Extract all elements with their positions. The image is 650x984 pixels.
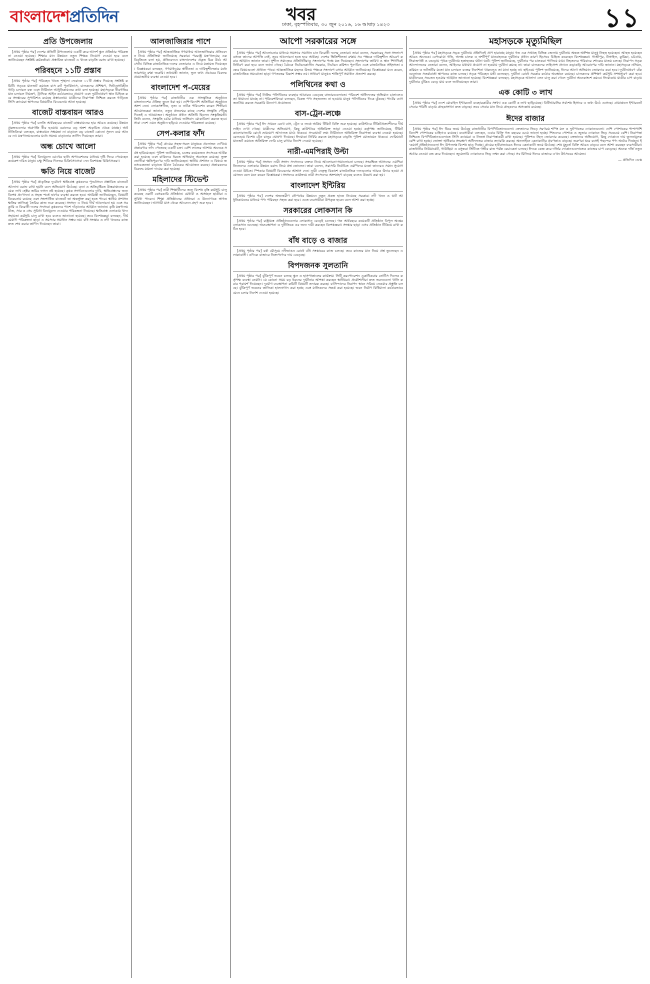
article-c1-e: [8, 166, 128, 226]
article-c2-d: [134, 174, 227, 205]
article-body: [প্রথম পৃষ্ঠার পর] পরিবহন খাতে শৃঙ্খলা ফেরাতে ১১টি প্রস্তাব দিয়েছে সংশ্লিষ্ট কমিটি। সড়কে যানজট কমাতে বাস রুট পুনর্বিন্যাস, চালকদের প্রশিক্ষণ, ফিটনেসবিহীন গাড়ি চলাচল বন্ধ এবং টার্মিনাল আধুনিকায়নের কথা বলা হয়েছে। মহাসড়কে ধীরগতির যান চলাচল নিয়ন্ত্রণ, ট্রাফিক আইন কঠোরভাবে প্রয়োগ এবং দুর্ঘটনাপ্রবণ স্থান চিহ্নিত করে সংস্কারের সুপারিশও রয়েছে প্রস্তাবনায়। যাত্রীদের নিরাপত্তা নিশ্চিত করতে গাড়িতে সিসি ক্যামেরা স্থাপনের বিষয়টিও বিবেচনায় আনা হয়েছে।: [8, 79, 128, 105]
article-c3-d: [233, 146, 403, 177]
column-1: [8, 36, 128, 978]
column-3: [233, 36, 403, 978]
headline: অন্ধ চোখে আলো: [8, 141, 128, 153]
headline: বাঁধ বাড়ে ও বাজার: [233, 235, 403, 247]
logo-part-1: বাংলাদেশ: [10, 7, 70, 26]
section-title: খবর: [286, 5, 316, 25]
article-body: [প্রথম পৃষ্ঠার পর] ঝুঁকিপূর্ণ ভবনে চলছে স্কুল ও হাসপাতালের কার্যক্রম। সিটি করপোরেশন একাধিকবার নোটিস দিলেও কর্তৃপক্ষ ব্যবস্থা নেয়নি। যে কোনো সময় বড় ধরনের দুর্ঘটনার আশঙ্কা করছেন স্থানীয়রা। প্রকৌশলীরা দ্রুত ভবনগুলো খালি করার পরামর্শ দিয়েছেন। দুর্যোগ ব্যবস্থাপনা কমিটি বিষয়টি তদারক করছে। বাসিন্দাদের নিরাপদ স্থানে সরিয়ে নেওয়ার প্রস্তুতি চলছে। ঝুঁকিপূর্ণ ভবনের তালিকা হালনাগাদ করা হচ্ছে এবং মালিকদের সতর্ক করা হয়েছে। ভবন নির্মাণ বিধিমালা কঠোরভাবে মেনে চলার নির্দেশ দেওয়া হয়েছে।: [233, 273, 403, 295]
article-body: [প্রথম পৃষ্ঠার পর] মহাসড়কে সড়ক দুর্ঘটনায় প্রতিদিনই প্রাণ হারাচ্ছে মানুষ। গত এক সপ্তাহে বিভিন্ন জেলায় দুর্ঘটনায় অন্তত অর্ধশত মানুষ নিহত হয়েছেন। আহত হয়েছেন আরও অনেকে। বেপরোয়া গতি, অদক্ষ চালক ও ত্রুটিপূর্ণ যানবাহনকে দুর্ঘটনার প্রধান কারণ হিসেবে চিহ্নিত করেছেন বিশেষজ্ঞরা। গাজীপুর, টাঙ্গাইল, কুমিল্লা, চট্টগ্রাম, সিরাজগঞ্জ ও বগুড়ায় পৃথক দুর্ঘটনায় হতাহতের ঘটনা ঘটে। পুলিশ জানিয়েছে, দুর্ঘটনার পর চালকরা পালিয়ে যায়। নিহতদের পরিবারে শোকের মাতম চলছে। নিরাপদ সড়ক আন্দোলনের নেতারা বলেন, আইনের যথাযথ প্রয়োগ না হওয়ায় দুর্ঘটনা কমছে না। তারা চালকদের লাইসেন্স প্রদানে কড়াকড়ি আরোপের দাবি জানান। মহাসড়কে নসিমন, করিমন ও ভটভটির মতো যান চলাচল বন্ধের নির্দেশনা থাকলেও তা মানা হচ্ছে না। হাইওয়ে পুলিশ জানিয়েছে, ঈদের আগে অভিযান জোরদার করা হবে। দুর্ঘটনাপ্রবণ বাঁকগুলোতে সতর্কবার্তা স্থাপনের কাজ চলছে। সড়ক পরিবহন মন্ত্রী বলেছেন, দুর্ঘটনা রোধে সরকার কঠোর অবস্থানে রয়েছে। চালকদের প্রশিক্ষণ কর্মসূচি সম্প্রসারণ করা হবে। যাত্রীদেরও সচেতন হওয়ার আহ্বান জানানো হয়েছে। বিশেষজ্ঞরা বলছেন, মহাসড়কে আলাদা লেন চালু করা গেলে দুর্ঘটনা অনেকাংশে কমবে। ঈদযাত্রায় যাত্রীর চাপ বাড়ায় দুর্ঘটনার ঝুঁকিও বেড়ে যায় বলে জানিয়েছেন তারা।: [409, 51, 642, 85]
headline: সরকারের লোকসান কি: [233, 205, 403, 217]
article-body: [প্রথম পৃষ্ঠার পর] ঈদ সামনে রেখে বাস, ট্রেন ও লঞ্চে অগ্রিম টিকিট বিক্রি শুরু হয়েছে। কাউন্টারে টিকিটপ্রত্যাশীদের দীর্ঘ লাইন দেখা গেছে। যাত্রীদের অভিযোগ, কিছু কাউন্টারে অতিরিক্ত ভাড়া নেওয়া হচ্ছে। কর্তৃপক্ষ জানিয়েছে, টিকিট কালোবাজারি রোধে ভ্রাম্যমাণ আদালত মাঠে থাকবে। সদরঘাটে লঞ্চ টার্মিনালে অতিরিক্ত নিরাপত্তা ব্যবস্থা নেওয়া হয়েছে। রেলওয়ে বিশেষ ট্রেন চালুর ঘোষণা দিয়েছে। ঈদযাত্রা নির্বিঘ্ন করতে মহাসড়কে বাড়তি পুলিশ মোতায়েন থাকবে। ফেরিঘাটে যানজট কমাতে অতিরিক্ত ফেরি চালু রাখার নির্দেশ দেওয়া হয়েছে।: [233, 122, 403, 144]
article-body: [প্রথম পৃষ্ঠার পর] প্রাকৃতিক দুর্যোগে ক্ষতিগ্রস্ত কৃষকদের পুনর্বাসনে প্রস্তাবিত বাজেটে আলাদা বরাদ্দ রাখা হয়নি বলে অভিযোগ উঠেছে। বন্যা ও অতিবৃষ্টিতে উত্তরাঞ্চলের কয়েক লাখ হেক্টর জমির ফসল নষ্ট হয়েছে। কৃষক সংগঠনগুলোর দাবি, ক্ষতিগ্রস্তদের জন্য বিশেষ প্রণোদনা ও সহজ শর্তে ঋণের ব্যবস্থা করতে হবে। অর্থমন্ত্রী জানিয়েছেন, বিষয়টি বিবেচনায় রয়েছে এবং সংশোধিত বাজেটে তা অন্তর্ভুক্ত করা হতে পারে। স্থানীয় প্রশাসন ক্ষতির তালিকা তৈরির কাজ শুরু করেছে। সংসদে এ নিয়ে দীর্ঘ আলোচনা হয় এবং সরকারি ও বিরোধী দলের সদস্যরা কৃষকদের পাশে দাঁড়ানোর আহ্বান জানান। কৃষি মন্ত্রণালয় বীজ, সার ও সেচ সুবিধা বিনামূল্যে দেওয়ার পরিকল্পনা নিয়েছে। ক্ষতিগ্রস্ত এলাকায় খাদ্য সহায়তা কর্মসূচি চালু রাখা হবে বলেও জানানো হয়েছে। তবে বিশেষজ্ঞরা বলছেন, দীর্ঘমেয়াদি পরিকল্পনা ছাড়া এ সমস্যার সমাধান সম্ভব নয়। বাঁধ সংস্কার ও নদী খননের কাজ দ্রুত শেষ করার তাগিদ দিয়েছেন তারা।: [8, 180, 128, 226]
headline: মহাসড়কে মৃত্যুমিছিল: [409, 36, 642, 49]
headline: বাংলাদেশ ইন্টিরিয়: [233, 180, 403, 192]
article-c3-a: [233, 36, 403, 76]
column-divider: [131, 36, 132, 978]
byline: — প্রতিদিন ডেস্ক: [617, 157, 642, 162]
article-c2-c: [134, 128, 227, 171]
article-body: [প্রথম পৃষ্ঠার পর] রাষ্ট্রায়ত্ত প্রতিষ্ঠানগুলোর লোকসান বেড়েই চলেছে। গত অর্থবছরে কয়েকটি প্রতিষ্ঠান বিপুল অঙ্কের লোকসান গুনেছে। অব্যবস্থাপনা ও দুর্নীতিকে এর জন্য দায়ী করছেন বিশেষজ্ঞরা। সংস্কার ছাড়া এসব প্রতিষ্ঠান টিকিয়ে রাখা কঠিন হবে।: [233, 219, 403, 232]
headline: বাজেট বাস্তবায়ন আরও: [8, 107, 128, 119]
article-body: [প্রথম পৃষ্ঠার পর] দেশের প্রতিটি উপজেলায় একটি করে আদর্শ স্কুল প্রতিষ্ঠার পরিকল্পনা নেওয়া হয়েছে। শিক্ষার মান উন্নয়নে নতুন শিক্ষক নিয়োগ দেওয়া হবে বলে জানিয়েছেন সংশ্লিষ্ট কর্মকর্তারা। প্রস্তাবিত বাজেটে এ খাতে বাড়তি বরাদ্দ রাখা হয়েছে।: [8, 50, 128, 63]
newspaper-logo[interactable]: [10, 4, 118, 31]
article-c1-c: [8, 107, 128, 138]
article-body: [প্রথম পৃষ্ঠার পর] গ্রামের সহজ-সরল মানুষকে প্রলোভন দেখিয়ে প্রতারণার ফাঁদ পেতেছে একটি চক্র। বেশি লাভের আশায় অনেকে সর্বস্ব হারিয়েছেন। পুলিশ জানিয়েছে, চক্রের কয়েকজন সদস্যকে আটক করা হয়েছে এবং বাকিদের ধরতে অভিযান অব্যাহত রয়েছে। ভুক্তভোগীরা ক্ষতিপূরণের দাবি জানিয়েছেন। স্থানীয় প্রশাসন এ বিষয়ে জনসচেতনতা বাড়াতে উঠান বৈঠকের আয়োজন করছে। প্রতারকদের বিরুদ্ধে মামলা দায়ের করা হয়েছে।: [134, 142, 227, 172]
article-c1-a: [8, 36, 128, 62]
headline: ঈদের বাজার: [409, 113, 642, 125]
masthead-rule: [8, 30, 642, 31]
article-c1-b: [8, 65, 128, 104]
article-body: [প্রথম পৃষ্ঠার পর] দেশের অভ্যন্তরীণ নৌপথের উন্নয়নে নতুন প্রকল্প হাতে নিয়েছে সরকার। নদী খনন ও ঘাট আধুনিকায়নের মাধ্যমে পণ্য পরিবহন সহজ করা হবে। এতে ব্যবসায়ীরা উপকৃত হবেন বলে আশা করা হচ্ছে।: [233, 193, 403, 202]
article-body: [প্রথম পৃষ্ঠার পর] দেশে মোবাইল ইন্টারনেট ব্যবহারকারীর সংখ্যা এক কোটি ৩ লাখ ছাড়িয়েছে। বিটিআরসির সর্বশেষ হিসাবে এ তথ্য উঠে এসেছে। গ্রামাঞ্চলে ইন্টারনেট সেবার পরিধি বাড়ায় গ্রাহকসংখ্যা দ্রুত বাড়ছে। তবে সেবার মান নিয়ে গ্রাহকদের অসন্তোষ রয়েছে।: [409, 101, 642, 110]
headline: পরিবহনে ১১টি প্রস্তাব: [8, 65, 128, 77]
headline: বাস-ট্রেন-লঞ্চে: [233, 108, 403, 120]
article-c3-b: [233, 79, 403, 105]
headline: সেপ-কলার ফাঁদ: [134, 128, 227, 140]
article-body: [প্রথম পৃষ্ঠার পর] নিষিদ্ধ পলিথিনের ব্যবহার আবারও বেড়েছে বাজারগুলোতে। পরিবেশ অধিদফতর অভিযান চালালেও তা থামানো যাচ্ছে না। পরিবেশবিদরা বলছেন, বিকল্প পণ্য সহজলভ্য না হওয়ায় মানুষ পলিথিনের দিকে ঝুঁকছে। পাটের ব্যাগ জনপ্রিয় করতে সরকারি উদ্যোগ প্রয়োজন।: [233, 92, 403, 106]
headline: নারী-এমপিরাই উল্টা: [233, 146, 403, 158]
article-c4-b: [409, 87, 642, 109]
article-c4-a: [409, 36, 642, 84]
headline: প্রতি উপজেলায়: [8, 36, 128, 48]
column-divider: [406, 36, 407, 978]
article-c2-b: [134, 82, 227, 125]
article-body: [প্রথম পৃষ্ঠার পর] আন্তর্জাতিক গণমাধ্যম আলজাজিরার প্রতিবেদন নিয়ে প্রতিক্রিয়া জানিয়েছে সরকার। পররাষ্ট্র মন্ত্রণালয়ের এক বিবৃতিতে বলা হয়, প্রতিবেদনে বাংলাদেশের প্রকৃত চিত্র উঠে আসেনি। বিভিন্ন রাজনৈতিক দলের নেতারাও এ নিয়ে মতামত দিয়েছেন। বিশ্লেষকরা বলছেন, গণমাধ্যমের স্বাধীনতা ও দায়িত্বশীলতার মধ্যে ভারসাম্য রক্ষা জরুরি। তথ্যমন্ত্রী জানান, ভুল তথ্য প্রচারের বিরুদ্ধে প্রয়োজনীয় ব্যবস্থা নেওয়া হবে।: [134, 50, 227, 79]
column-2: [134, 36, 227, 978]
column-4: [409, 36, 642, 978]
headline: মহিলাদের স্টিভেন্ট: [134, 174, 227, 186]
headline: আলজাজিরার পাশে: [134, 36, 227, 48]
masthead: [0, 0, 650, 34]
article-body: [প্রথম পৃষ্ঠার পর] বিনামূল্যে চোখের ছানি অপারেশনের মাধ্যমে দৃষ্টি ফিরে পেয়েছেন কয়েকশ দরিদ্র মানুষ। চক্ষু শিবিরে দিনভর চিকিৎসাসেবা দেন বিশেষজ্ঞ চিকিৎসকরা।: [8, 155, 128, 164]
article-body: [প্রথম পৃষ্ঠার পর] সংসদে নারী সংসদ সদস্যদের বক্তব্য নিয়ে আলোচনা-সমালোচনা চলছে। সংরক্ষিত আসনের এমপিরা নিজেদের এলাকার উন্নয়ন বরাদ্দ নিয়ে প্রশ্ন তোলেন। তারা বলেন, সরাসরি নির্বাচিত এমপিদের মতো তাদেরও সমান সুযোগ দেওয়া উচিত। স্পিকার বিষয়টি বিবেচনার আশ্বাস দেন। নারী নেতৃত্ব বিকাশে রাজনৈতিক দলগুলোর আরও উদার হওয়া প্রয়োজন বলে মনে করেন বিশ্লেষকরা। সংসদের কার্যক্রমে নারী সদস্যদের অংশগ্রহণ বাড়ছে বলেও উল্লেখ করা হয়।: [233, 160, 403, 177]
article-body: [প্রথম পৃষ্ঠার পর] নারী শিক্ষার্থীদের জন্য বিশেষ বৃত্তি কর্মসূচি চালু করেছে একটি বেসরকারি প্রতিষ্ঠান। মেধাবী ও অসচ্ছল ছাত্রীরা এ সুবিধা পাবেন। শিক্ষা প্রতিষ্ঠানের প্রধানরা এ উদ্যোগকে স্বাগত জানিয়েছেন। আগামী মাস থেকে আবেদন গ্রহণ শুরু হবে।: [134, 188, 227, 205]
article-c3-f: [233, 205, 403, 231]
headline: বাংলাদেশ প-মেয়ের: [134, 82, 227, 94]
headline: পলিথিনের কথা ও: [233, 79, 403, 91]
article-c4-c: [409, 113, 642, 164]
column-divider: [230, 36, 231, 978]
headline: আপো সরকারের সঙ্গে: [233, 36, 403, 49]
dateline: ঢাকা, বৃহস্পতিবার, ৩০ জুন ২০১৬, ১৬ আষাঢ় ১৪২৩: [282, 22, 390, 28]
headline: এক কোটি ৩ লাখ: [409, 87, 642, 99]
article-body: [প্রথম পৃষ্ঠার পর] আলোচনার মাধ্যমে সমস্যার সমাধান চান বিরোধী দলের নেতারা। তারা বলেন, সরকারের সঙ্গে সংলাপে বসতে তাদের আপত্তি নেই, তবে আলোচনা হতে হবে অর্থবহ। দেশের স্থিতিশীলতা রক্ষায় সব পক্ষকে দায়িত্বশীল আচরণ করার আহ্বান জানান তারা। সুশীল সমাজের প্রতিনিধিরাও সংলাপের পক্ষে মত দিয়েছেন। সংলাপের তারিখ ও স্থান শিগগিরই নির্ধারণ করা হবে বলে জানা গেছে। বৈঠকে নির্বাচনকালীন সরকার, নির্বাচন কমিশন পুনর্গঠন এবং রাজনৈতিক সহিংসতা বন্ধের বিষয়গুলো প্রাধান্য পাবে। আন্তর্জাতিক মহলও উভয় পক্ষকে সংলাপে বসার আহ্বান জানিয়েছে। বিশ্লেষকরা মনে করেন, রাজনৈতিক সমঝোতা ছাড়া গণতন্ত্রের বিকাশ সম্ভব নয়। সাধারণ মানুষও শান্তিপূর্ণ সমাধান প্রত্যাশা করছে।: [233, 51, 403, 76]
headline: বিপদজনক সুলতানি: [233, 260, 403, 272]
article-c3-g: [233, 235, 403, 257]
page-number: ১১: [604, 4, 640, 34]
article-body: [প্রথম পৃষ্ঠার পর] রাজধানীর এক সাংস্কৃতিক অনুষ্ঠানে বাংলাদেশের ঐতিহ্য তুলে ধরা হয়। দেশি-বিদেশি অতিথিরা অনুষ্ঠানে অংশ নেন। লোকসংগীত, নৃত্য ও নাটক পরিবেশন করেন শিল্পীরা। আয়োজকরা জানান, নতুন প্রজন্মের কাছে দেশের সংস্কৃতি পৌঁছে দিতেই এ আয়োজন। অনুষ্ঠানে প্রধান অতিথি ছিলেন সংস্কৃতিমন্ত্রী। তিনি বলেন, সংস্কৃতি চর্চার মাধ্যমে জঙ্গিবাদ মোকাবিলা করতে হবে। সারা দেশে এমন অনুষ্ঠান ছড়িয়ে দেওয়ার পরিকল্পনা রয়েছে।: [134, 96, 227, 126]
headline: ক্ষতি নিয়ে বাজেট: [8, 166, 128, 178]
logo-part-2: প্রতিদিন: [69, 7, 119, 26]
article-c3-h: [233, 260, 403, 295]
article-c3-e: [233, 180, 403, 202]
article-c3-c: [233, 108, 403, 143]
article-c2-a: [134, 36, 227, 79]
article-body: [প্রথম পৃষ্ঠার পর] চলতি অর্থবছরের বাজেট বাস্তবায়নের হার আরও কমেছে। উন্নয়ন প্রকল্পগুলোর অগ্রগতি ধীর হওয়ায় বরাদ্দের বড় অংশ অব্যয়িত থেকে যাচ্ছে। অর্থনীতিবিদরা বলছেন, বাস্তবায়ন সক্ষমতা না বাড়ালে বড় বাজেট কোনো সুফল বয়ে আনবে না। মন্ত্রণালয়গুলোর মধ্যে সমন্বয় বাড়ানোর তাগিদ দিয়েছেন তারা।: [8, 121, 128, 138]
article-body: [প্রথম পৃষ্ঠার পর] ঈদ ঘিরে জমে উঠেছে রাজধানীর বিপণিবিতানগুলো। ক্রেতাদের ভিড়ে সরগরম শপিং মল ও ফুটপাতের দোকানগুলো। দেশি পোশাকের পাশাপাশি বিদেশি পোশাকের চাহিদাও রয়েছে। ব্যবসায়ীরা বলছেন, এবার বিক্রি গত বছরের চেয়ে ভালো হচ্ছে। শিশুদের পোশাক ও জুতার দোকানে ভিড় সবচেয়ে বেশি। নিরাপত্তা নিশ্চিতে বিপণিবিতানগুলোতে সিসি ক্যামেরা ও নিজস্ব নিরাপত্তাকর্মী রাখা হয়েছে। পুলিশও টহল জোরদার করেছে। ক্রেতাদের অভিযোগ, কিছু দোকানে দাম তুলনামূলক বেশি রাখা হচ্ছে। ভোক্তা অধিকার সংরক্ষণ অধিদফতর বাজার তদারকি করছে। অনলাইনে কেনাকাটার প্রবণতাও বাড়ছে। তরুণরা ঘরে বসেই পছন্দের পণ্য অর্ডার দিচ্ছেন। ই-কমার্স প্রতিষ্ঠানগুলো ঈদ উপলক্ষে বিশেষ ছাড় দিচ্ছে। গ্রামের হাটবাজারেও ঈদের কেনাকাটা জমে উঠেছে। শেষ মুহূর্তে বিক্রি আরও বাড়বে বলে আশা করছেন ব্যবসায়ীরা। রাজধানীর নিউমার্কেট, গাউছিয়া ও বসুন্ধরা সিটিতে গভীর রাত পর্যন্ত বেচাকেনা চলছে। ঈদকে কেন্দ্র করে দর্জির দোকানগুলোতেও কাজের চাপ বেড়েছে। অনেক দর্জি নতুন অর্ডার নেওয়া বন্ধ করে দিয়েছেন। জুয়েলারি দোকানেও ভিড় লক্ষ্য করা গেছে। সব মিলিয়ে ঈদের বাজারে এখন উৎসবের আমেজ।: [409, 126, 642, 156]
article-body: [প্রথম পৃষ্ঠার পর] বর্ষা মৌসুমে নদীভাঙন রোধে বাঁধ সংস্কারের কাজ চলছে। তবে কাজের মান নিয়ে প্রশ্ন তুলেছেন এলাকাবাসী। এদিকে বাজারে নিত্যপণ্যের দাম বেড়েছে।: [233, 248, 403, 257]
article-c1-d: [8, 141, 128, 163]
